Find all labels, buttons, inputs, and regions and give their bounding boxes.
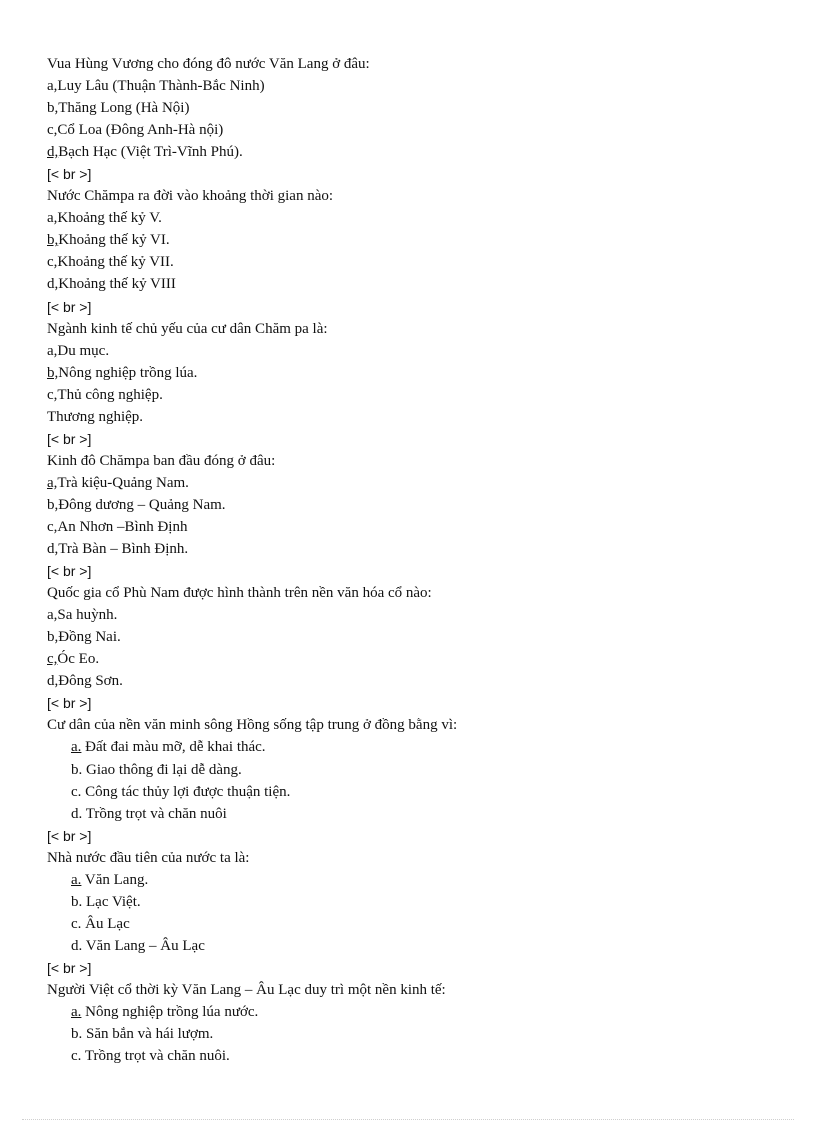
correct-answer-marker: a, [47,474,58,491]
answer-option [47,913,787,935]
answer-option [47,251,787,273]
answer-text: Đất đai màu mỡ, dễ khai thác. [81,739,266,756]
page-bottom-divider [22,1119,794,1120]
answer-text: ,Khoảng thế kỷ VIII [54,276,176,293]
answer-option [47,781,787,803]
answer-option [47,538,787,560]
answer-text: ,Cổ Loa (Đông Anh-Hà nội) [53,122,224,139]
question-text: Cư dân của nền văn minh sông Hồng sống tập trung ở đồng bằng vì: [47,717,458,734]
question-text: Vua Hùng Vương cho đóng đô nước Văn Lang ở đâu: [47,56,370,72]
correct-answer-marker: b, [47,364,59,381]
answer-marker: c [71,915,78,932]
answer-text: ,Khoảng thế kỷ V. [53,210,162,227]
answer-text: . Săn bắn và hái lượm. [78,1026,214,1043]
question-text: Kinh đô Chămpa ban đầu đóng ở đâu: [47,452,276,469]
answer-marker: c [47,254,54,271]
answer-text: Văn Lang. [81,871,149,888]
answer-marker: d [71,805,79,822]
answer-text: . Trồng trọt và chăn nuôi. [77,1048,230,1065]
correct-answer-marker: d, [47,144,59,161]
answer-option [47,759,787,781]
answer-marker: c [71,1048,78,1065]
answer-option [47,803,787,825]
answer-text: ,Khoảng thế kỷ VII. [53,254,174,271]
question-separator: [< br >] [47,166,92,183]
answer-option [47,340,787,362]
answer-marker: d [71,937,79,954]
question-text: Nước Chămpa ra đời vào khoảng thời gian nào: [47,188,334,205]
answer-text: ,Du mục. [53,342,110,359]
answer-text: ,Đông dương – Quảng Nam. [54,496,226,513]
answer-option [47,229,787,251]
answer-text: Óc Eo. [57,651,100,668]
answer-text: ,Luy Lâu (Thuận Thành-Bắc Ninh) [53,78,265,95]
answer-text: . Trồng trọt và chăn nuôi [78,805,227,822]
answer-marker: d [47,541,55,558]
answer-marker: a [47,607,54,624]
answer-option [47,604,787,626]
answer-text: . Công tác thủy lợi được thuận tiện. [77,783,291,800]
question-text: Quốc gia cổ Phù Nam được hình thành trên nền văn hóa cổ nào: [47,585,432,602]
correct-answer-marker: a. [71,871,82,888]
answer-option [47,1001,787,1023]
answer-marker: a [47,342,54,359]
answer-marker: d [47,673,55,690]
answer-option [47,626,787,648]
answer-option [47,516,787,538]
question-separator: [< br >] [47,695,92,712]
answer-option [47,648,787,670]
answer-option [47,362,787,384]
answer-text: ,Đông Sơn. [54,673,123,690]
question-text: Ngành kinh tế chủ yếu của cư dân Chăm pa là: [47,320,328,337]
correct-answer-marker: a. [71,739,82,756]
correct-answer-marker: b, [47,232,59,249]
question-separator: [< br >] [47,430,92,447]
answer-text: ,An Nhơn –Bình Định [53,518,188,535]
answer-option [47,207,787,229]
answer-text: . Giao thông đi lại dễ dàng. [78,761,242,778]
answer-marker: b [47,496,55,513]
answer-marker: c [47,122,54,139]
answer-marker: a [47,78,54,95]
question-separator: [< br >] [47,298,92,315]
answer-marker: b [47,100,55,117]
question-separator: [< br >] [47,827,92,844]
answer-text: ,Thủ công nghiệp. [53,386,163,403]
answer-marker: a [47,210,54,227]
answer-option [47,119,787,141]
answer-text: Trà kiệu-Quảng Nam. [57,474,189,491]
answer-text: Nông nghiệp trồng lúa nước. [81,1004,259,1021]
document-page [47,53,787,1067]
answer-text: ,Trà Bàn – Bình Định. [54,541,189,558]
answer-text: Bạch Hạc (Việt Trì-Vĩnh Phú). [58,144,243,161]
answer-marker: d [47,276,55,293]
answer-text: . Âu Lạc [77,915,130,932]
answer-marker: c [47,518,54,535]
answer-option [47,97,787,119]
answer-option [47,472,787,494]
answer-option [47,273,787,295]
answer-marker: b [47,629,55,646]
question-text: Người Việt cổ thời kỳ Văn Lang – Âu Lạc duy trì một nền kinh tế: [47,981,446,998]
question-separator: [< br >] [47,959,92,976]
question-separator: [< br >] [47,563,92,580]
answer-marker: b [71,893,79,910]
answer-option [47,141,787,163]
answer-text: ,Thăng Long (Hà Nội) [54,100,190,117]
answer-option [47,670,787,692]
answer-option [47,935,787,957]
answer-text: ,Sa huỳnh. [53,607,118,624]
answer-text: . Văn Lang – Âu Lạc [78,937,205,954]
answer-text: . Lạc Việt. [78,893,141,910]
answer-marker: b [71,1026,79,1043]
correct-answer-marker: a. [71,1004,82,1021]
answer-text: Thương nghiệp. [47,408,144,425]
answer-text: Nông nghiệp trồng lúa. [58,364,198,381]
answer-option [47,406,787,428]
answer-option [47,891,787,913]
answer-marker: b [71,761,79,778]
answer-option [47,494,787,516]
answer-option [47,75,787,97]
question-text: Nhà nước đầu tiên của nước ta là: [47,849,250,866]
answer-marker: c [47,386,54,403]
answer-marker: c [71,783,78,800]
answer-option [47,736,787,758]
answer-option [47,384,787,406]
answer-option [47,1023,787,1045]
correct-answer-marker: c, [47,651,58,668]
answer-text: ,Đồng Nai. [54,629,121,646]
answer-option [47,869,787,891]
answer-text: Khoảng thế kỷ VI. [58,232,170,249]
answer-option [47,1045,787,1067]
